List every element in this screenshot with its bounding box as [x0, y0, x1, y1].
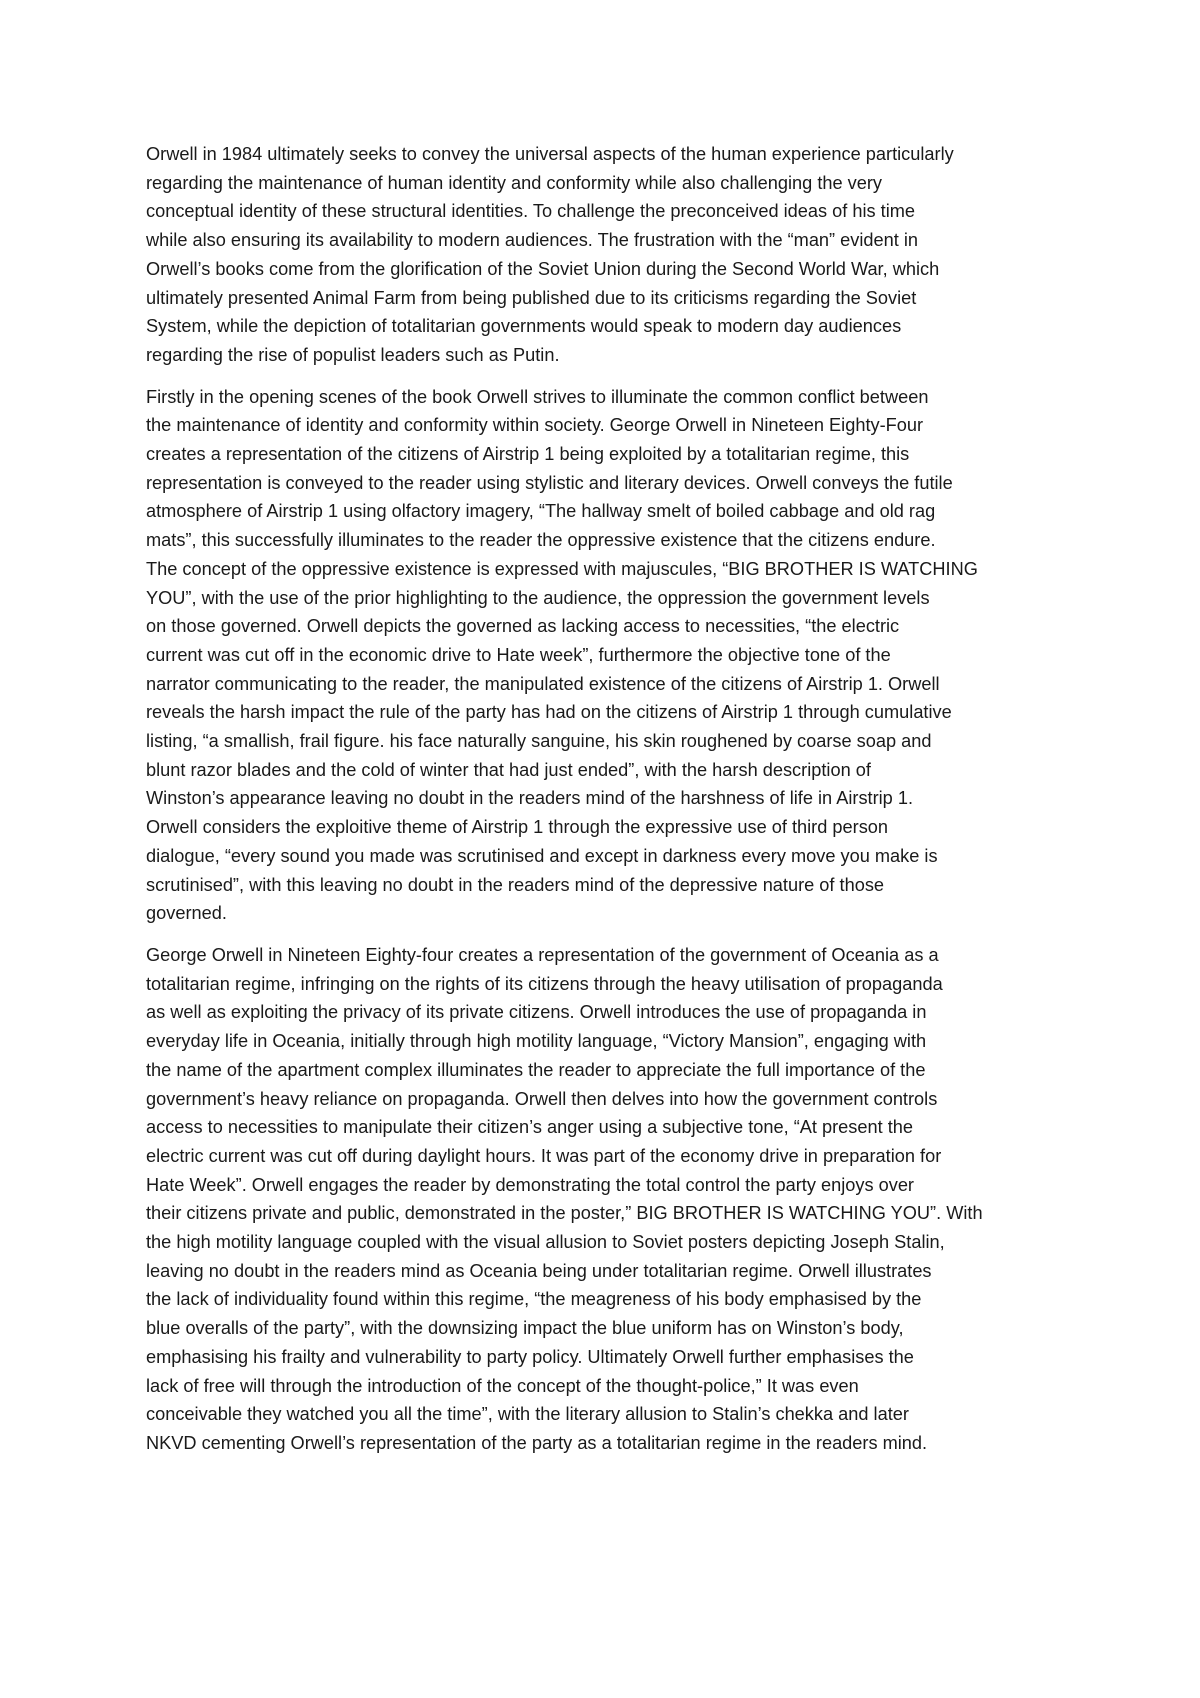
text-line: lack of free will through the introduction of the concept of the thought-police,” It was even	[146, 1375, 859, 1396]
text-line: mats”, this successfully illuminates to the reader the oppressive existence that the citizens endure.	[146, 530, 936, 551]
text-line: everyday life in Oceania, initially through high motility language, “Victory Mansion”, engaging with	[146, 1031, 927, 1052]
text-line: Winston’s appearance leaving no doubt in the readers mind of the harshness of life in Airstrip 1.	[146, 788, 914, 809]
text-line: on those governed. Orwell depicts the governed as lacking access to necessities, “the electric	[146, 616, 900, 637]
text-line: Orwell considers the exploitive theme of Airstrip 1 through the expressive use of third person	[146, 817, 889, 838]
text-line: creates a representation of the citizens of Airstrip 1 being exploited by a totalitarian regime, this	[146, 444, 910, 465]
text-line: George Orwell in Nineteen Eighty-four creates a representation of the government of Oceania as a	[146, 944, 939, 965]
text-line: reveals the harsh impact the rule of the party has had on the citizens of Airstrip 1 through cumulative	[146, 702, 952, 723]
text-line: government’s heavy reliance on propaganda. Orwell then delves into how the government controls	[146, 1088, 938, 1109]
text-line: blunt razor blades and the cold of winter that had just ended”, with the harsh description of	[146, 759, 871, 780]
text-line: Hate Week”. Orwell engages the reader by demonstrating the total control the party enjoys over	[146, 1174, 914, 1195]
text-line: the maintenance of identity and conformity within society. George Orwell in Nineteen Eighty-Four	[146, 415, 924, 436]
text-line: representation is conveyed to the reader using stylistic and literary devices. Orwell conveys the futile	[146, 472, 953, 493]
text-line: the high motility language coupled with the visual allusion to Soviet posters depicting Joseph Stalin,	[146, 1232, 945, 1253]
text-line: The concept of the oppressive existence is expressed with majuscules, “BIG BROTHER IS WATCHING	[146, 558, 978, 579]
text-line: as well as exploiting the privacy of its private citizens. Orwell introduces the use of propaganda in	[146, 1002, 927, 1023]
text-line: narrator communicating to the reader, the manipulated existence of the citizens of Airstrip 1. Orwell	[146, 673, 940, 694]
text-line: dialogue, “every sound you made was scrutinised and except in darkness every move you make is	[146, 845, 938, 866]
text-line: Firstly in the opening scenes of the book Orwell strives to illuminate the common conflict between	[146, 386, 929, 407]
text-line: conceivable they watched you all the time”, with the literary allusion to Stalin’s chekka and later	[146, 1404, 909, 1425]
text-line: Orwell’s books come from the glorification of the Soviet Union during the Second World War, which	[146, 258, 940, 279]
essay-body	[146, 140, 1066, 1471]
text-line: totalitarian regime, infringing on the rights of its citizens through the heavy utilisation of propaganda	[146, 973, 943, 994]
text-line: electric current was cut off during daylight hours. It was part of the economy drive in preparation for	[146, 1145, 942, 1166]
text-line: emphasising his frailty and vulnerability to party policy. Ultimately Orwell further emphasises the	[146, 1346, 914, 1367]
text-line: blue overalls of the party”, with the downsizing impact the blue uniform has on Winston’s body,	[146, 1318, 904, 1339]
text-line: scrutinised”, with this leaving no doubt in the readers mind of the depressive nature of those	[146, 874, 885, 895]
text-line: their citizens private and public, demonstrated in the poster,” BIG BROTHER IS WATCHING YOU”. With	[146, 1203, 983, 1224]
text-line: the name of the apartment complex illuminates the reader to appreciate the full importance of the	[146, 1059, 926, 1080]
text-line: YOU”, with the use of the prior highlighting to the audience, the oppression the government levels	[146, 587, 930, 608]
text-line: NKVD cementing Orwell’s representation of the party as a totalitarian regime in the readers mind.	[146, 1432, 928, 1453]
text-line: regarding the rise of populist leaders such as Putin.	[146, 344, 560, 365]
text-line: Orwell in 1984 ultimately seeks to convey the universal aspects of the human experience particularly	[146, 144, 954, 164]
text-line: governed.	[146, 903, 227, 924]
text-line: conceptual identity of these structural identities. To challenge the preconceived ideas of his time	[146, 201, 916, 222]
paragraph-3	[146, 941, 1066, 1458]
text-line: the lack of individuality found within this regime, “the meagreness of his body emphasised by the	[146, 1289, 922, 1310]
text-line: System, while the depiction of totalitarian governments would speak to modern day audiences	[146, 316, 902, 337]
text-line: access to necessities to manipulate their citizen’s anger using a subjective tone, “At present the	[146, 1117, 913, 1138]
text-line: regarding the maintenance of human identity and conformity while also challenging the very	[146, 172, 883, 193]
text-line: while also ensuring its availability to modern audiences. The frustration with the “man” evident in	[146, 230, 919, 251]
text-line: current was cut off in the economic drive to Hate week”, furthermore the objective tone of the	[146, 644, 891, 665]
paragraph-2	[146, 383, 1066, 928]
text-line: ultimately presented Animal Farm from being published due to its criticisms regarding the Soviet	[146, 287, 917, 308]
text-line: leaving no doubt in the readers mind as Oceania being under totalitarian regime. Orwell illustrates	[146, 1260, 932, 1281]
paragraph-1	[146, 140, 1066, 370]
text-line: atmosphere of Airstrip 1 using olfactory imagery, “The hallway smelt of boiled cabbage and old rag	[146, 501, 936, 522]
text-line: listing, “a smallish, frail figure. his face naturally sanguine, his skin roughened by coarse soap and	[146, 731, 932, 752]
